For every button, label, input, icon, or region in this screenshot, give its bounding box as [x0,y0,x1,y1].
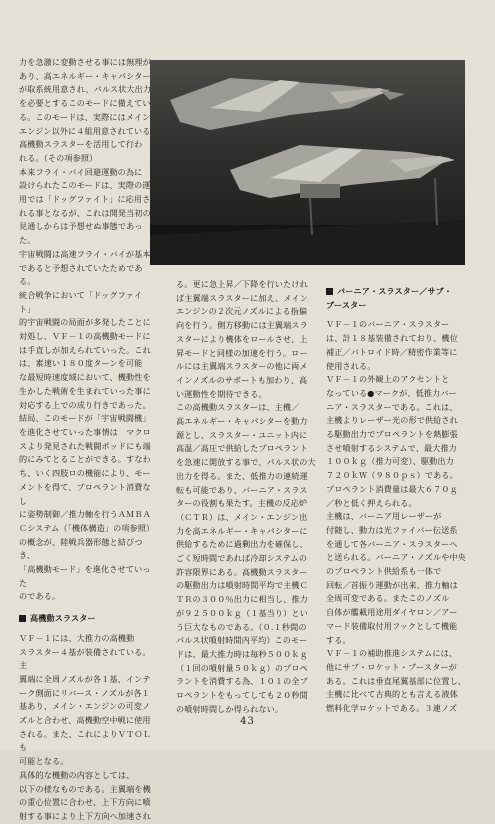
page-number: 43 [240,716,255,727]
photo-of-aircraft-models-icon [150,60,465,265]
column-3 [326,285,482,716]
column1-paragraph-1: 力を急激に変動させる事には無理が あり、高エネルギー・キャパシター が取系統用意され、パルス状大出力 を必要とするこのモードに備えてい る。このモードは、実際にはメイン エンジン以外に４組用意されている 高機動スラスターを活用して行わ れる。（その項参照） [19,57,152,163]
column-1-intro [19,56,155,824]
column-2 [176,278,322,717]
section-heading-high-maneuver-thruster: 高機動スラスター [19,612,155,626]
column2-paragraph-1: る。更に急上昇／下降を行いたけれ ば主翼端スラスターに加え、メイン エンジンの２次元ノズルによる指偏 向を行う。側方移動には主翼端スラ スターにより機体をロールさせ、上 昇モードと同様の加速を行う。ロー ルには主翼端スラスターの他に両メ インノズルのサポートも加わり、高 い運動性を期待できる。 [176,279,308,399]
column1-paragraph-3: ＶＦ－１には、大推力の高機動 スラスター４基が装備されている。主 翼端に全周ノズルが各１基、インテ ーク側面にリバース・ノズルが各１ 基あり、メイン・エンジンの可変ノ ズルと合わせ、高機動空中戦に使用 される。また、これによりＶＴＯＬも 可能となる。 [19,632,151,767]
column3-paragraph-1: ＶＦ－１のバーニア・スラスター は、計１８基装備されており、機位 補正／バトロイド時／精密作業等に 使用される。 [326,319,458,371]
column3-paragraph-4: ＶＦ－１の補助推進システムには、 他にサブ・ロケット・ブースターが ある。これは垂直尾翼基部に位置し、 主機に比べて古典的とも言える液体 燃料化学ロケットである。３連ノズ [326,648,467,714]
aircraft-photo [150,60,465,265]
column1-paragraph-4: 具体的な機動の内容としては、 以下の様なものである。主翼端を機 の重心位置に合わせ、上下方向に噴 射する事により上下方向へ加速され [19,769,151,821]
column3-paragraph-2: ＶＦ－１の外観上のアクセントと なっている●マークが、低推力バー ニア・スラスターである。これは、 主機よりレーザー光の形で供給され る駆動出力でプロペラントを熱膨張 させ噴射するシステムで、最大推力 １００ｋｇ（推力可変）、駆動出力 ７２０ｋＷ（９８０ｐｓ）である。 プロペラント消費量は最大６７０ｇ ／秒と低く押えられる。 [326,374,458,508]
section-heading-vernier-thruster: バーニア・スラスター／サブ・ ブースター [326,285,482,312]
column2-paragraph-2: この高機動スラスターは、主機／ 高エネルギー・キャパシターを動力 源とし、スラスター・ユニット内に 高温／高圧で供給したプロペラント を急速に開放する事で、パルス状の大 出力を得る。また、低推力の連続運 転も可能であり、バーニア・スラス ターの役割も果たす。主機の反応炉 （ＣＴＲ）は、メイン・エンジン出 力を高エネルギー・キャパシターに 供給するために過剰出力を確保し、 ごく短時間であれば冷却システムの 許容限界にある。高機動スラスター の駆動出力は噴射時間平均で主機Ｃ ＴＲの３００％出力に相当し、推力 が９２５００ｋｇ（１基当り）とい う巨大なものである。（０.１秒間の パルス状噴射時間内平均）このモー ドは、最大推力時は毎秒５００ｋｇ （１回の噴射量５０ｋｇ）のプロペ ラントを消費する為、１０１の全ブ ロペラントをもってしても２０秒間 の噴射時間しか得られない。 [176,402,316,714]
column3-paragraph-3: 主機は、バーニア用レーザーが 付随し、動力は光ファイバー伝送系 を通して各バーニア・スラスターへ と送られる。バーニア・ノズルや中央 のプロペラント供給系も一体で 回転／首振り運動が出来、推力軸は 全周可変である。またこのノズル 自体が艦載用途用ダイヤロン／アー マード装備取付用フックとして機能 する。 [326,511,466,645]
column1-paragraph-2: 本来フライ・バイ回避運動の為に 設けられたこのモードは、実際の運 用では「ドッグファイト」に応用さ れる事となるが、これは開発当初の 見通しからは予想せぬ事態であった。 宇宙戦闘は高速フライ・バイが基本 であると予想されていたためである。 統合戦争において「ドッグファイト」 的宇宙戦闘の局面が多発したことに 対処し、ＶＦ－１の高機動モードに は手直しが加えられていった。これ は、素速い１８０度ターンを可能 な最短時速度域において、機動性を 生かした戦術を生まれていった事に 対応する上での成り行きであった。 結局、このモードが「宇宙戦闘機」 を進化させていった事情は マクロ スより発見された戦闘ポッドにも端 的にみてとることができる。すなわ ち、いく四肢ロの機能により、モー メントを得て、プロペラント消費なし に姿勢制御／推力軸を行うＡＭＢＡ Ｃシステム（「機体構造」の項参照） の概念が、陸戦兵器形態と結びつき、 「高機動モード」を進化させていった のである。 [19,166,155,602]
